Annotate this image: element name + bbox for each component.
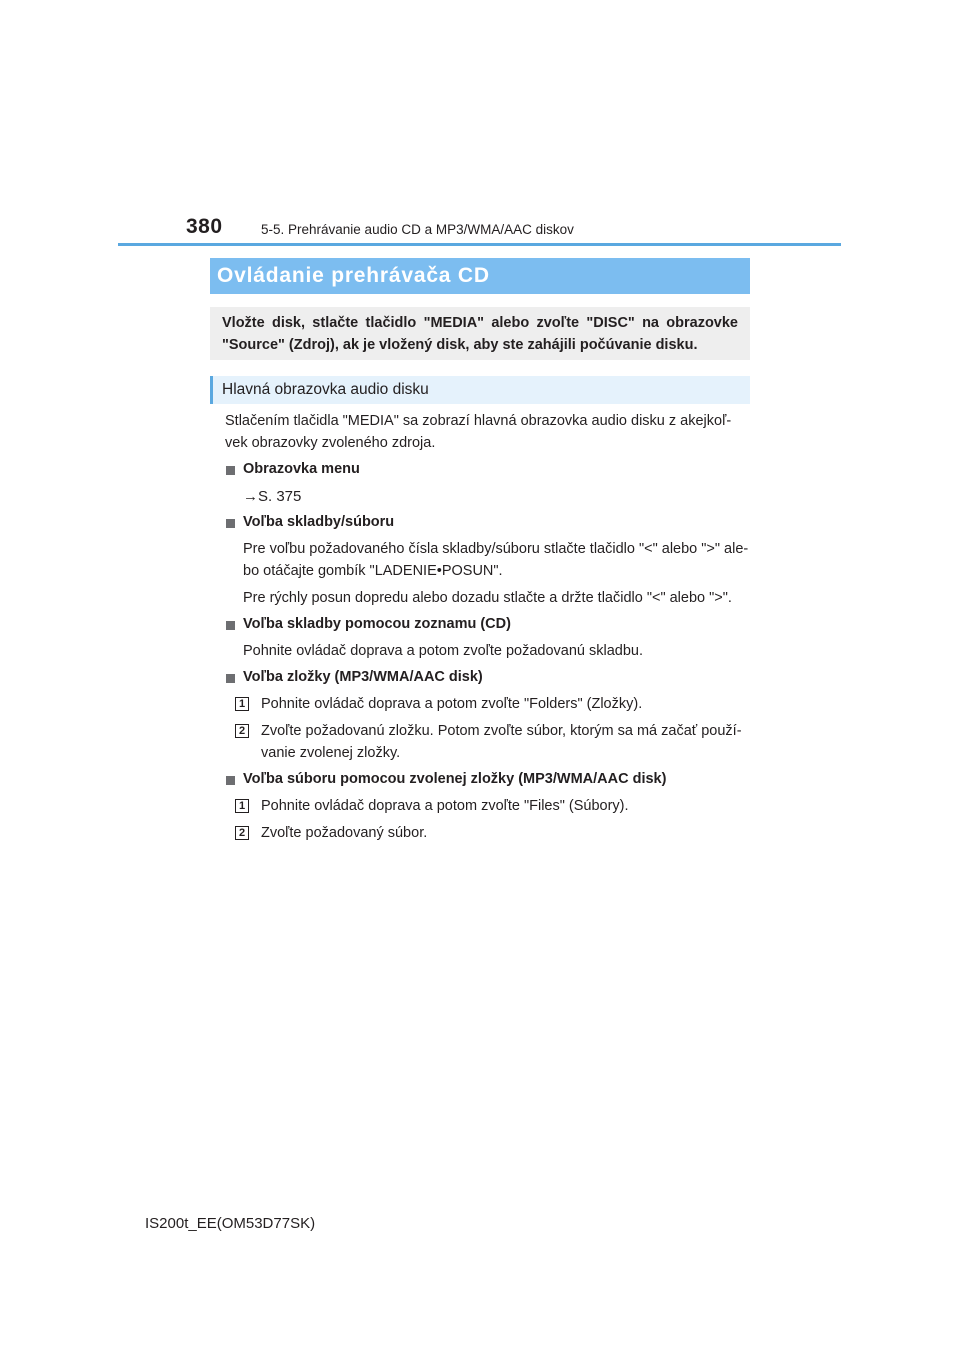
item-heading-menu: Obrazovka menu: [243, 461, 360, 477]
bullet-square-icon: [226, 621, 235, 630]
step-text: vanie zvolenej zložky.: [261, 745, 401, 761]
subsection-title-text: Hlavná obrazovka audio disku: [222, 381, 429, 398]
intro-box: [210, 307, 750, 360]
step-text: Pohnite ovládač doprava a potom zvoľte "Folders" (Zložky).: [261, 696, 643, 712]
footer-code: IS200t_EE(OM53D77SK): [145, 1215, 316, 1232]
step-text: Zvoľte požadovanú zložku. Potom zvoľte súbor, ktorým sa má začať použí-: [261, 723, 742, 739]
intro-line: "Source" (Zdroj), ak je vložený disk, aby ste zahájili počúvanie disku.: [222, 337, 698, 353]
item-heading-file: Voľba súboru pomocou zvolenej zložky (MP3/WMA/AAC disk): [243, 771, 667, 787]
chapter-title: 5-5. Prehrávanie audio CD a MP3/WMA/AAC diskov: [261, 222, 574, 237]
item-text: Pre rýchly posun dopredu alebo dozadu stlačte a držte tlačidlo "<" alebo ">".: [243, 590, 732, 606]
header-rule: [118, 243, 841, 246]
step-number-box: 1: [235, 799, 249, 813]
step-number-box: 2: [235, 724, 249, 738]
paragraph-line: Stlačením tlačidla "MEDIA" sa zobrazí hlavná obrazovka audio disku z akejkoľ-: [225, 413, 732, 429]
item-text: bo otáčajte gombík "LADENIE•POSUN".: [243, 563, 503, 579]
paragraph-line: vek obrazovky zvoleného zdroja.: [225, 435, 436, 451]
step-number-box: 1: [235, 697, 249, 711]
item-text: Pre voľbu požadovaného čísla skladby/súboru stlačte tlačidlo "<" alebo ">" ale-: [243, 541, 749, 557]
intro-line: Vložte disk, stlačte tlačidlo "MEDIA" alebo zvoľte "DISC" na obrazovke: [222, 315, 738, 331]
subsection-title: [210, 376, 750, 404]
step-text: Pohnite ovládač doprava a potom zvoľte "Files" (Súbory).: [261, 798, 629, 814]
bullet-square-icon: [226, 674, 235, 683]
item-heading-track: Voľba skladby/súboru: [243, 514, 395, 530]
bullet-square-icon: [226, 776, 235, 785]
subsection-marker: [210, 376, 213, 404]
item-heading-list: Voľba skladby pomocou zoznamu (CD): [243, 616, 511, 632]
bullet-square-icon: [226, 466, 235, 475]
section-title: Ovládanie prehrávača CD: [210, 258, 750, 294]
item-text: Pohnite ovládač doprava a potom zvoľte požadovanú skladbu.: [243, 643, 644, 659]
bullet-square-icon: [226, 519, 235, 528]
page-reference-link[interactable]: →S. 375: [243, 488, 302, 505]
item-heading-folder: Voľba zložky (MP3/WMA/AAC disk): [243, 669, 483, 685]
step-text: Zvoľte požadovaný súbor.: [261, 825, 428, 841]
step-number-box: 2: [235, 826, 249, 840]
page-number: 380: [186, 215, 223, 238]
